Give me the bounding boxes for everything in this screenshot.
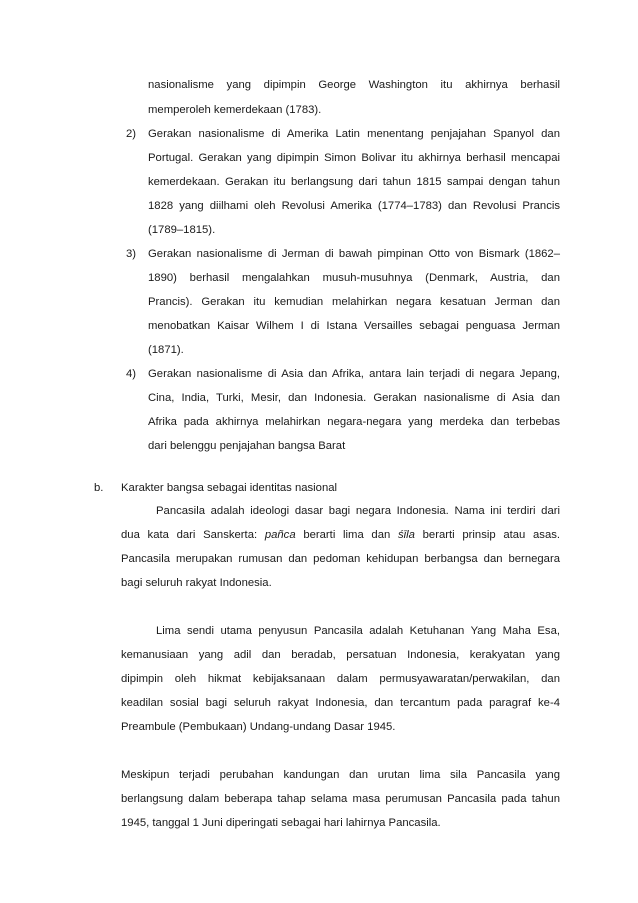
para2-line-5: Preambule (Pembukaan) Undang-undang Dasar 1945. [121,721,396,733]
list-item-2-line-1: Gerakan nasionalisme di Amerika Latin menentang penjajahan Spanyol dan [148,128,560,140]
para2-line-3: dipimpin oleh hikmat kebijaksanaan dalam permusyawaratan/perwakilan, dan [121,673,560,685]
para1-line-2 [121,526,560,544]
list-item-1-line-2: memperoleh kemerdekaan (1783). [148,104,322,116]
section-heading: Karakter bangsa sebagai identitas nasional [121,482,338,494]
list-item-4-line-2: Cina, India, Turki, Mesir, dan Indonesia. Gerakan nasionalisme di Asia dan [148,392,560,404]
para1-line2-part-b: berarti lima dan [303,529,391,541]
para3-line-2: berlangsung dalam beberapa tahap selama masa perumusan Pancasila pada tahun [121,793,560,805]
list-item-2-line-5: (1789–1815). [148,224,216,236]
list-item-2-line-4: 1828 yang diilhami oleh Revolusi Amerika (1774–1783) dan Revolusi Prancis [148,200,560,212]
list-item-4-line-1: Gerakan nasionalisme di Asia dan Afrika, antara lain terjadi di negara Jepang, [148,368,560,380]
para1-line-1: Pancasila adalah ideologi dasar bagi negara Indonesia. Nama ini terdiri dari [156,505,560,517]
list-item-4-line-3: Afrika pada akhirnya melahirkan negara-negara yang merdeka dan terbebas [148,416,560,428]
list-item-4-line-4: dari belenggu penjajahan bangsa Barat [148,440,346,452]
para2-line-2: kemanusiaan yang adil dan beradab, persatuan Indonesia, kerakyatan yang [121,649,560,661]
para3-line-3: 1945, tanggal 1 Juni diperingati sebagai hari lahirnya Pancasila. [121,817,441,829]
term-panca: pañca [264,529,296,541]
para2-line-4: keadilan sosial bagi seluruh rakyat Indonesia, dan tercantum pada paragraf ke-4 [121,697,560,709]
para1-line-3: Pancasila merupakan rumusan dan pedoman kehidupan berbangsa dan bernegara [121,553,560,565]
para2-line-1: Lima sendi utama penyusun Pancasila adalah Ketuhanan Yang Maha Esa, [156,625,560,637]
list-item-2-number: 2) [126,128,137,140]
list-item-3-line-1: Gerakan nasionalisme di Jerman di bawah pimpinan Otto von Bismark (1862– [148,248,560,260]
para3-line-1: Meskipun terjadi perubahan kandungan dan urutan lima sila Pancasila yang [121,769,560,781]
list-item-3-number: 3) [126,248,137,260]
list-item-2-line-2: Portugal. Gerakan yang dipimpin Simon Bolivar itu akhirnya berhasil mencapai [148,152,560,164]
para1-line2-part-a: dua kata dari Sanskerta: [121,529,258,541]
list-item-3-line-5: (1871). [148,344,184,356]
list-item-3-line-3: Prancis). Gerakan itu kemudian melahirkan negara kesatuan Jerman dan [148,296,560,308]
list-item-3-line-4: menobatkan Kaisar Wilhem I di Istana Versailles sebagai penguasa Jerman [148,320,560,332]
list-item-3-line-2: 1890) berhasil mengalahkan musuh-musuhnya (Denmark, Austria, dan [148,272,560,284]
list-item-1-line-1: nasionalisme yang dipimpin George Washington itu akhirnya berhasil [148,79,560,91]
list-item-4-number: 4) [126,368,137,380]
list-item-2-line-3: kemerdekaan. Gerakan itu berlangsung dari tahun 1815 sampai dengan tahun [148,176,560,188]
section-marker: b. [94,482,104,494]
para1-line-4: bagi seluruh rakyat Indonesia. [121,577,272,589]
para1-line2-part-c: berarti prinsip atau asas. [422,529,561,541]
term-sila: śīla [397,529,415,541]
